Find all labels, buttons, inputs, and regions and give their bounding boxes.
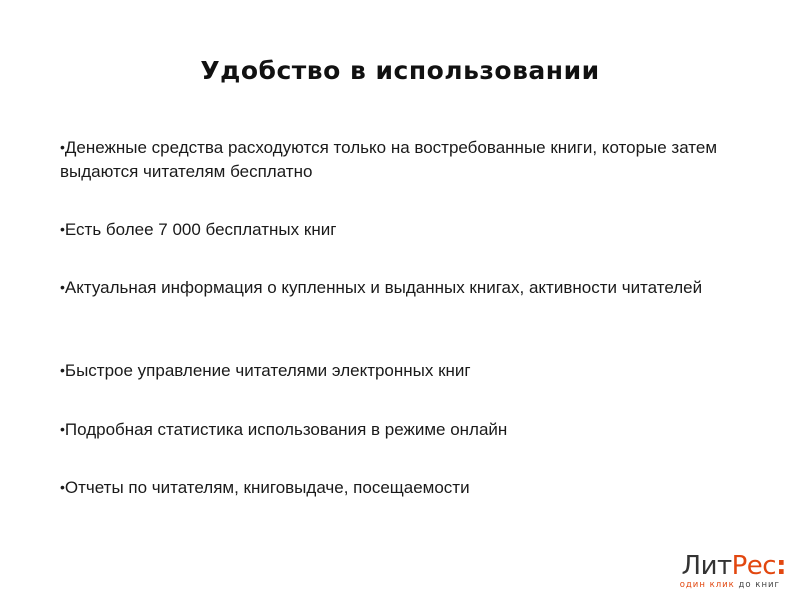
slide-title: Удобство в использовании	[200, 56, 600, 85]
logo-colon: :	[776, 551, 786, 581]
bullet-item	[60, 358, 471, 383]
bullet-text: Подробная статистика использования в режиме онлайн	[64, 420, 508, 439]
bullet-text: Денежные средства расходуются только на востребованные книги, которые затем выдаются читателям бесплатно	[60, 138, 718, 181]
bullet-marker: •	[60, 279, 65, 295]
logo-part-res: Рес	[731, 551, 777, 581]
bullet-text: Актуальная информация о купленных и выданных книгах, активности читателей	[64, 278, 703, 297]
bullet-marker: •	[60, 221, 65, 237]
bullet-item	[60, 475, 470, 500]
logo-wordmark	[680, 552, 786, 580]
logo-tagline-part1: один клик	[679, 580, 739, 590]
bullet-text: Быстрое управление читателями электронных книг	[64, 361, 471, 380]
bullet-text: Есть более 7 000 бесплатных книг	[64, 220, 337, 239]
bullet-item	[60, 417, 507, 442]
litres-logo	[680, 552, 786, 590]
bullet-item	[60, 135, 740, 184]
logo-tagline-part2: до книг	[738, 580, 780, 590]
bullet-marker: •	[60, 479, 65, 495]
bullet-marker: •	[60, 421, 65, 437]
logo-part-lit: Лит	[681, 551, 732, 581]
bullet-item	[60, 275, 702, 300]
bullet-marker: •	[60, 139, 65, 155]
logo-tagline	[680, 580, 780, 590]
bullet-text: Отчеты по читателям, книговыдаче, посещаемости	[64, 478, 470, 497]
bullet-marker: •	[60, 362, 65, 378]
bullet-item	[60, 217, 336, 242]
